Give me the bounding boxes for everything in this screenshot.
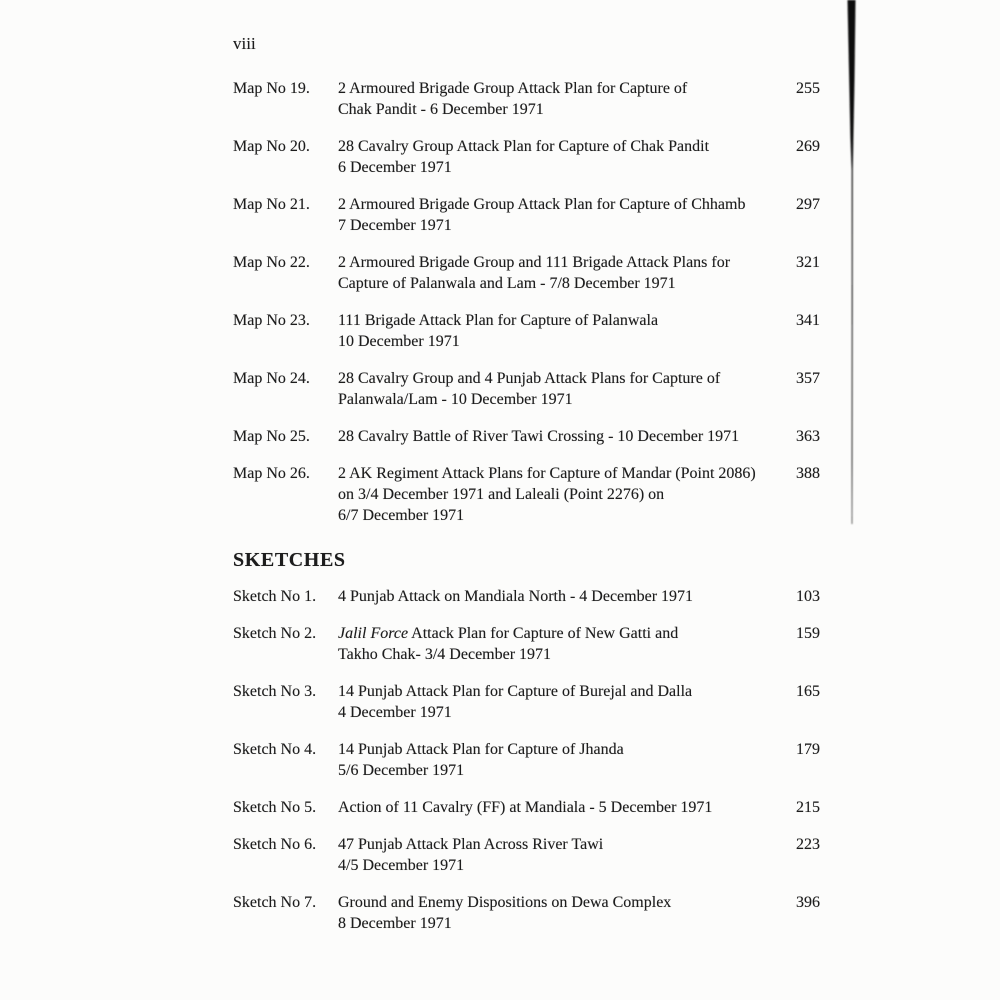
entry-title-segment: Action of 11 Cavalry (FF) at Mandiala - 5 December 1971 [338,799,713,816]
entry-page-number: 321 [796,254,820,271]
entry-label: Sketch No 1. [233,588,317,605]
toc-entry [233,78,820,120]
entry-title [338,368,774,410]
entry-title-line [338,310,774,331]
toc-entry [233,797,820,818]
entry-title-segment: 14 Punjab Attack Plan for Capture of Jhanda [338,741,624,758]
entry-title-line [338,586,774,607]
entry-title-segment: Chak Pandit - 6 December 1971 [338,101,544,118]
entry-page-number: 363 [796,428,820,445]
entry-title-line [338,739,774,760]
entry-title [338,623,774,665]
entry-title-line [338,215,774,236]
entry-title-line [338,389,774,410]
entry-label: Map No 24. [233,370,310,387]
entry-title-italic-segment: Jalil Force [338,625,409,642]
entry-page-number: 103 [796,588,820,605]
entry-label: Sketch No 3. [233,683,317,700]
entry-title-segment: 6/7 December 1971 [338,507,465,524]
toc-page-content [233,33,820,950]
entry-title-line [338,505,774,526]
entry-title-line [338,913,774,934]
toc-entry [233,681,820,723]
entry-title-segment: 28 Cavalry Group Attack Plan for Capture of Chak Pandit [338,138,710,155]
entry-page-number: 159 [796,625,820,642]
entry-title [338,463,774,526]
entry-title-line [338,834,774,855]
sketches-section-heading: SKETCHES [233,549,346,571]
entry-label: Map No 23. [233,312,310,329]
entry-label: Sketch No 4. [233,741,317,758]
entry-title-segment: 28 Cavalry Group and 4 Punjab Attack Plans for Capture of [338,370,721,387]
entry-title-segment: 47 Punjab Attack Plan Across River Tawi [338,836,604,853]
entry-page-number: 179 [796,741,820,758]
entry-title-line [338,892,774,913]
sketches-toc-list [233,586,820,934]
entry-title-line [338,99,774,120]
entry-title [338,739,774,781]
entry-title [338,797,774,818]
entry-page-number: 223 [796,836,820,853]
entry-title-segment: 2 AK Regiment Attack Plans for Capture of Mandar (Point 2086) [338,465,756,482]
toc-entry [233,194,820,236]
entry-title-line [338,368,774,389]
entry-title-line [338,702,774,723]
entry-title-segment: 4/5 December 1971 [338,857,465,874]
entry-title-line [338,484,774,505]
toc-entry [233,834,820,876]
entry-title-segment: Attack Plan for Capture of New Gatti and [408,625,679,642]
entry-title-segment: 8 December 1971 [338,915,452,932]
entry-title-segment: 2 Armoured Brigade Group and 111 Brigade Attack Plans for [338,254,731,271]
entry-title [338,426,774,447]
entry-page-number: 297 [796,196,820,213]
entry-title [338,834,774,876]
entry-title [338,194,774,236]
entry-title-segment: 5/6 December 1971 [338,762,465,779]
entry-title-segment: on 3/4 December 1971 and Laleali (Point 2276) on [338,486,665,503]
entry-page-number: 215 [796,799,820,816]
entry-label: Map No 26. [233,465,310,482]
toc-entry [233,586,820,607]
entry-page-number: 357 [796,370,820,387]
toc-entry [233,252,820,294]
toc-entry [233,426,820,447]
entry-title [338,310,774,352]
entry-title [338,681,774,723]
toc-entry [233,368,820,410]
entry-title-line [338,331,774,352]
entry-title-segment: Ground and Enemy Dispositions on Dewa Complex [338,894,672,911]
entry-title-line [338,463,774,484]
toc-entry [233,739,820,781]
entry-label: Map No 19. [233,80,310,97]
entry-title [338,252,774,294]
entry-label: Map No 20. [233,138,310,155]
page-folio: viii [233,34,256,53]
entry-label: Sketch No 7. [233,894,317,911]
entry-title-line [338,273,774,294]
entry-page-number: 165 [796,683,820,700]
entry-label: Map No 21. [233,196,310,213]
entry-title-segment: Capture of Palanwala and Lam - 7/8 December 1971 [338,275,676,292]
entry-title [338,892,774,934]
entry-page-number: 269 [796,138,820,155]
entry-title-line [338,797,774,818]
entry-page-number: 396 [796,894,820,911]
entry-title [338,78,774,120]
book-edge-shadow [848,0,856,524]
entry-title-segment: Palanwala/Lam - 10 December 1971 [338,391,573,408]
entry-title-segment: 4 December 1971 [338,704,452,721]
toc-entry [233,136,820,178]
entry-title-line [338,760,774,781]
entry-title-line [338,426,774,447]
entry-title-line [338,644,774,665]
entry-title [338,136,774,178]
entry-label: Map No 22. [233,254,310,271]
entry-page-number: 388 [796,465,820,482]
entry-title-segment: Takho Chak- 3/4 December 1971 [338,646,552,663]
entry-title-segment: 6 December 1971 [338,159,452,176]
entry-label: Map No 25. [233,428,310,445]
toc-entry [233,892,820,934]
entry-title-line [338,78,774,99]
entry-title-segment: 4 Punjab Attack on Mandiala North - 4 December 1971 [338,588,694,605]
entry-title-segment: 111 Brigade Attack Plan for Capture of Palanwala [338,312,659,329]
entry-title-line [338,157,774,178]
entry-label: Sketch No 2. [233,625,317,642]
entry-page-number: 341 [796,312,820,329]
entry-title-segment: 10 December 1971 [338,333,460,350]
entry-page-number: 255 [796,80,820,97]
entry-title [338,586,774,607]
entry-label: Sketch No 5. [233,799,317,816]
maps-toc-list [233,78,820,526]
entry-title-segment: 2 Armoured Brigade Group Attack Plan for Capture of [338,80,688,97]
entry-label: Sketch No 6. [233,836,317,853]
entry-title-segment: 28 Cavalry Battle of River Tawi Crossing - 10 December 1971 [338,428,740,445]
entry-title-segment: 7 December 1971 [338,217,452,234]
toc-entry [233,463,820,526]
entry-title-line [338,623,774,644]
toc-entry [233,623,820,665]
entry-title-line [338,681,774,702]
entry-title-line [338,194,774,215]
entry-title-segment: 14 Punjab Attack Plan for Capture of Burejal and Dalla [338,683,693,700]
toc-entry [233,310,820,352]
entry-title-line [338,855,774,876]
entry-title-line [338,136,774,157]
entry-title-line [338,252,774,273]
entry-title-segment: 2 Armoured Brigade Group Attack Plan for Capture of Chhamb [338,196,746,213]
